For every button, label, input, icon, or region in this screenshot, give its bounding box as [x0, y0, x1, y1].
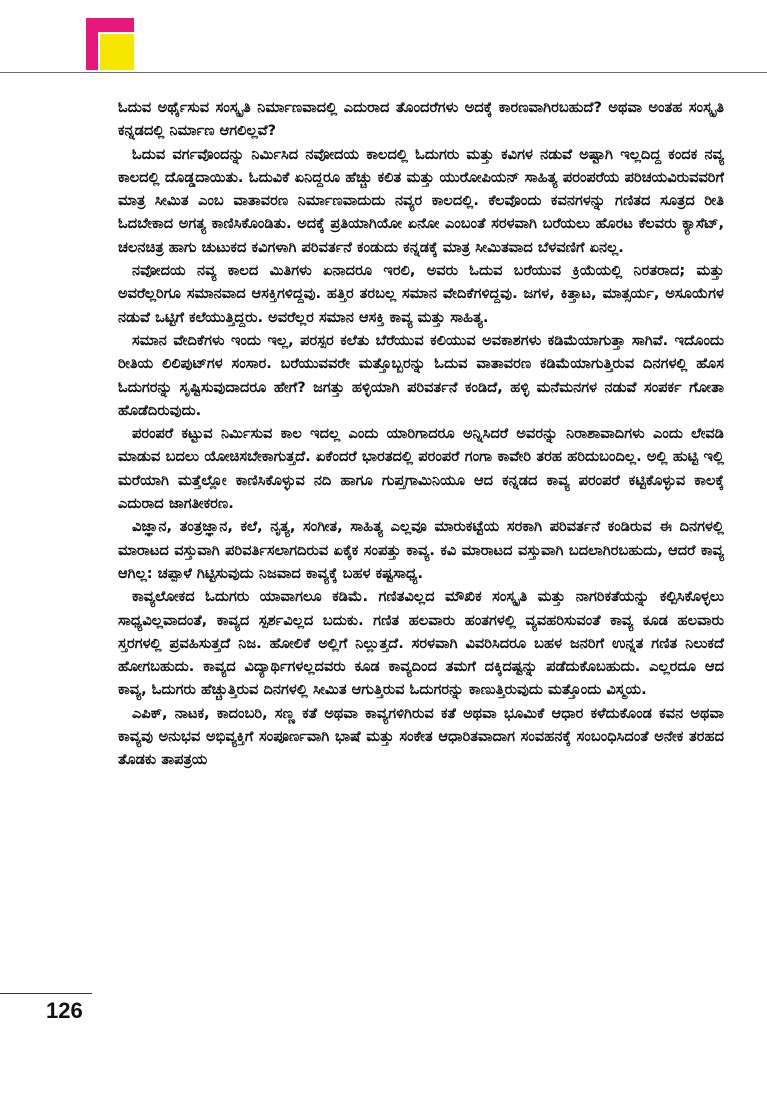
- logo-bar-left: [86, 18, 98, 70]
- header-rule: [0, 72, 767, 73]
- logo-square: [100, 34, 134, 70]
- paragraph: ನವೋದಯ ನವ್ಯ ಕಾಲದ ಮಿತಿಗಳು ಏನಾದರೂ ಇರಲಿ, ಅವರು ಓದುವ ಬರೆಯುವ ಕ್ರಿಯೆಯಲ್ಲಿ ನಿರತರಾದ; ಮತ್ತು ಅವರೆಲ್ಲರಿಗೂ ಸಮಾನವಾದ ಆಸಕ್ತಿಗಳಿದ್ದವು. ಹತ್ತಿರ ತರಬಲ್ಲ ಸಮಾನ ವೇದಿಕೆಗಳಿದ್ದವು. ಜಗಳ, ಕಿತ್ತಾಟ, ಮಾತ್ಸರ್ಯ, ಅಸೂಯೆಗಳ ನಡುವೆ ಒಟ್ಟಿಗೆ ಕಲೆಯುತ್ತಿದ್ದರು. ಅವರೆಲ್ಲರ ಸಮಾನ ಆಸಕ್ತಿ ಕಾವ್ಯ ಮತ್ತು ಸಾಹಿತ್ಯ.: [118, 262, 724, 326]
- paragraph: ವಿಜ್ಞಾನ, ತಂತ್ರಜ್ಞಾನ, ಕಲೆ, ನೃತ್ಯ, ಸಂಗೀತ, ಸಾಹಿತ್ಯ ಎಲ್ಲವೂ ಮಾರುಕಟ್ಟೆಯ ಸರಕಾಗಿ ಪರಿವರ್ತನೆ ಕಂಡಿರುವ ಈ ದಿನಗಳಲ್ಲಿ ಮಾರಾಟದ ವಸ್ತುವಾಗಿ ಪರಿವರ್ತಿಸಲಾಗದಿರುವ ಏಕೈಕ ಸಂಪತ್ತು ಕಾವ್ಯ. ಕವಿ ಮಾರಾಟದ ವಸ್ತುವಾಗಿ ಬದಲಾಗಿರಬಹುದು, ಆದರೆ ಕಾವ್ಯ ಆಗಿಲ್ಲ: ಚಪ್ಪಾಳೆ ಗಿಟ್ಟಿಸುವುದು ನಿಜವಾದ ಕಾವ್ಯಕ್ಕೆ ಬಹಳ ಕಷ್ಟಸಾಧ್ಯ.: [118, 518, 724, 582]
- paragraph: ಪರಂಪರೆ ಕಟ್ಟುವ ನಿರ್ಮಿಸುವ ಕಾಲ ಇದಲ್ಲ ಎಂದು ಯಾರಿಗಾದರೂ ಅನ್ನಿಸಿದರೆ ಅವರನ್ನು ನಿರಾಶಾವಾದಿಗಳು ಎಂದು ಲೇವಡಿ ಮಾಡುವ ಬದಲು ಯೋಚಿಸಬೇಕಾಗುತ್ತದೆ. ಏಕೆಂದರೆ ಭಾರತದಲ್ಲಿ ಪರಂಪರೆ ಗಂಗಾ ಕಾವೇರಿ ತರಹ ಹರಿದುಬಂದಿಲ್ಲ. ಅಲ್ಲಿ ಹುಟ್ಟಿ ಇಲ್ಲಿ ಮರೆಯಾಗಿ ಮತ್ತೆಲ್ಲೋ ಕಾಣಿಸಿಕೊಳ್ಳುವ ನದಿ ಹಾಗೂ ಗುಪ್ತಗಾಮಿನಿಯೂ ಆದ ಕನ್ನಡದ ಕಾವ್ಯ ಪರಂಪರೆ ಕಟ್ಟಿಕೊಳ್ಳುವ ಕಾಲಕ್ಕೆ ಎದುರಾದ ಜಾಗತೀಕರಣ.: [118, 425, 724, 513]
- paragraph: ಕಾವ್ಯಲೋಕದ ಓದುಗರು ಯಾವಾಗಲೂ ಕಡಿಮೆ. ಗಣಿತವಿಲ್ಲದ ಮೌಖಿಕ ಸಂಸ್ಕೃತಿ ಮತ್ತು ನಾಗರಿಕತೆಯನ್ನು ಕಲ್ಪಿಸಿಕೊಳ್ಳಲು ಸಾಧ್ಯವಿಲ್ಲವಾದಂತೆ, ಕಾವ್ಯದ ಸ್ಪರ್ಶವಿಲ್ಲದ ಬದುಕು. ಗಣಿತ ಹಲವಾರು ಹಂತಗಳಲ್ಲಿ ವ್ಯವಹರಿಸುವಂತೆ ಕಾವ್ಯ ಕೂಡ ಹಲವಾರು ಸ್ತರಗಳಲ್ಲಿ ಪ್ರವಹಿಸುತ್ತದೆ ನಿಜ. ಹೋಲಿಕೆ ಅಲ್ಲಿಗೆ ನಿಲ್ಲುತ್ತದೆ. ಸರಳವಾಗಿ ವಿವರಿಸಿದರೂ ಬಹಳ ಜನರಿಗೆ ಉನ್ನತ ಗಣಿತ ನಿಲುಕದೆ ಹೋಗಬಹುದು. ಕಾವ್ಯದ ವಿದ್ಯಾರ್ಥಿಗಳಲ್ಲದವರು ಕೂಡ ಕಾವ್ಯದಿಂದ ತಮಗೆ ದಕ್ಕಿದಷ್ಟನ್ನು ಪಡೆದುಕೊಬಹುದು. ಎಲ್ಲರದೂ ಆದ ಕಾವ್ಯ, ಓದುಗರು ಹೆಚ್ಚುತ್ತಿರುವ ದಿನಗಳಲ್ಲಿ ಸೀಮಿತ ಆಗುತ್ತಿರುವ ಓದುಗರನ್ನು ಕಾಣುತ್ತಿರುವುದು ಮತ್ತೊಂದು ವಿಸ್ಮಯ.: [118, 588, 724, 699]
- footer-rule: [0, 993, 92, 994]
- paragraph: ಸಮಾನ ವೇದಿಕೆಗಳು ಇಂದು ಇಲ್ಲ, ಪರಸ್ಪರ ಕಲೆತು ಬೆರೆಯುವ ಕಲಿಯುವ ಅವಕಾಶಗಳು ಕಡಿಮೆಯಾಗುತ್ತಾ ಸಾಗಿವೆ. ಇದೊಂದು ರೀತಿಯ ಲಿಲಿಪುಟ್‌ಗಳ ಸಂಸಾರ. ಬರೆಯುವವರೇ ಮತ್ತೊಬ್ಬರನ್ನು ಓದುವ ವಾತಾವರಣ ಕಡಿಮೆಯಾಗುತ್ತಿರುವ ದಿನಗಳಲ್ಲಿ ಹೊಸ ಓದುಗರನ್ನು ಸೃಷ್ಟಿಸುವುದಾದರೂ ಹೇಗೆ? ಜಗತ್ತು ಹಳ್ಳಿಯಾಗಿ ಪರಿವರ್ತನೆ ಕಂಡಿದೆ, ಹಳ್ಳಿ ಮನೆಮನಗಳ ನಡುವೆ ಸಂಪರ್ಕ ಗೋತಾ ಹೊಡೆದಿರುವುದು.: [118, 331, 724, 419]
- paragraph: ಓದುವ ಅರ್ಥೈಸುವ ಸಂಸ್ಕೃತಿ ನಿರ್ಮಾಣವಾದಲ್ಲಿ ಎದುರಾದ ತೊಂದರೆಗಳು ಅದಕ್ಕೆ ಕಾರಣವಾಗಿರಬಹುದೆ? ಅಥವಾ ಅಂತಹ ಸಂಸ್ಕೃತಿ ಕನ್ನಡದಲ್ಲಿ ನಿರ್ಮಾಣ ಆಗಲಿಲ್ಲವೆ?: [118, 99, 724, 140]
- page-number: 126: [46, 998, 83, 1023]
- publication-logo: [86, 18, 134, 70]
- article-body: [118, 96, 724, 772]
- paragraph: ಓದುವ ವರ್ಗವೊಂದನ್ನು ನಿರ್ಮಿಸಿದ ನವೋದಯ ಕಾಲದಲ್ಲಿ ಓದುಗರು ಮತ್ತು ಕವಿಗಳ ನಡುವೆ ಅಷ್ಟಾಗಿ ಇಲ್ಲದಿದ್ದ ಕಂದಕ ನವ್ಯ ಕಾಲದಲ್ಲಿ ದೊಡ್ಡದಾಯಿತು. ಓದುವಿಕೆ ಏನಿದ್ದರೂ ಹೆಚ್ಚು ಕಲಿತ ಮತ್ತು ಯುರೋಪಿಯನ್ ಸಾಹಿತ್ಯ ಪರಂಪರೆಯ ಪರಿಚಯವಿರುವವರಿಗೆ ಮಾತ್ರ ಸೀಮಿತ ಎಂಬ ವಾತಾವರಣ ನಿರ್ಮಾಣವಾದುದು ನವ್ಯರ ಕಾಲದಲ್ಲಿ. ಕೆಲವೊಂದು ಕವನಗಳನ್ನು ಗಣಿತದ ಸೂತ್ರದ ರೀತಿ ಓದಬೇಕಾದ ಅಗತ್ಯ ಕಾಣಿಸಿಕೊಂಡಿತು. ಅದಕ್ಕೆ ಪ್ರತಿಯಾಗಿಯೋ ಏನೋ ಎಂಬಂತೆ ಸರಳವಾಗಿ ಬರೆಯಲು ಹೊರಟ ಕೆಲವರು ಕ್ಯಾಸೆಟ್, ಚಲನಚಿತ್ರ ಹಾಗು ಚುಟುಕದ ಕವಿಗಳಾಗಿ ಪರಿವರ್ತನೆ ಕಂಡುದು ಕನ್ನಡಕ್ಕೆ ಮಾತ್ರ ಸೀಮಿತವಾದ ಬೆಳವಣಿಗೆ ಏನಲ್ಲ.: [118, 145, 724, 256]
- paragraph: ಎಪಿಕ್, ನಾಟಕ, ಕಾದಂಬರಿ, ಸಣ್ಣ ಕತೆ ಅಥವಾ ಕಾವ್ಯಗಳಿಗಿರುವ ಕತೆ ಅಥವಾ ಭೂಮಿಕೆ ಆಧಾರ ಕಳೆದುಕೊಂಡ ಕವನ ಅಥವಾ ಕಾವ್ಯವು ಅನುಭವ ಅಭಿವ್ಯಕ್ತಿಗೆ ಸಂಪೂರ್ಣವಾಗಿ ಭಾಷೆ ಮತ್ತು ಸಂಕೇತ ಆಧಾರಿತವಾದಾಗ ಸಂವಹನಕ್ಕೆ ಸಂಬಂಧಿಸಿದಂತೆ ಅನೇಕ ತರಹದ ತೊಡಕು ತಾಪತ್ರಯ: [118, 704, 724, 769]
